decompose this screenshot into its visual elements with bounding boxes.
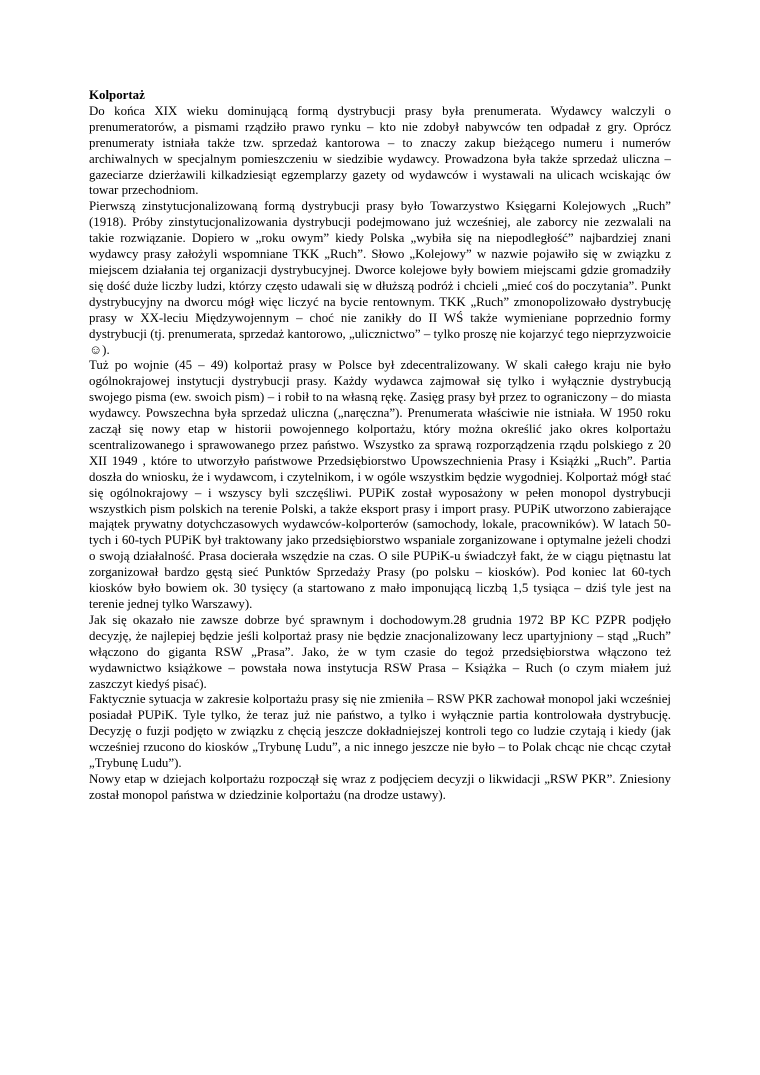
paragraph-rsw-prasa: Jak się okazało nie zawsze dobrze być sprawnym i dochodowym.28 grudnia 1972 BP KC PZPR podjęło decyzję, że najlepiej będzie jeśli kolportaż prasy nie będzie znacjonalizowany lecz upartyjniony – stąd „Ruch” włączono do giganta RSW „Prasa”. Jako, że w tym czasie do tegoż przedsiębiorstwa włączono też wydawnictwo książkowe – powstała nowa instytucja RSW Prasa – Książka – Ruch (o czym miałem już zaszczyt kiedyś pisać). — [89, 612, 671, 691]
paragraph-prenumerata: Do końca XIX wieku dominującą formą dystrybucji prasy była prenumerata. Wydawcy walczyli o prenumeratorów, a pismami rządziło prawo rynku – kto nie zdobył nabywców ten odpadał z gry. Oprócz prenumeraty istniała także tzw. sprzedaż kantorowa – to znaczy zakup bieżącego numeru i numerów archiwalnych w specjalnym pomieszczeniu w siedzibie wydawcy. Prowadzona była także sprzedaż uliczna – gazeciarze dzierżawili kilkadziesiąt egzemplarzy gazety od wydawców i wystawali na ulicach wciskając ów towar przechodniom. — [89, 103, 671, 198]
document-page — [89, 88, 671, 804]
paragraph-likwidacja: Nowy etap w dziejach kolportażu rozpoczął się wraz z podjęciem decyzji o likwidacji „RSW PKR”. Zniesiony został monopol państwa w dziedzinie kolportażu (na drodze ustawy). — [89, 771, 671, 802]
document-title: Kolportaż — [89, 88, 145, 102]
paragraph-tkk-ruch: Pierwszą zinstytucjonalizowaną formą dystrybucji prasy było Towarzystwo Księgarni Kolejowych „Ruch” (1918). Próby zinstytucjonalizowania dystrybucji podejmowano już wcześniej, ale zaborcy nie zezwalali na takie rozwiązanie. Dopiero w „roku owym” kiedy Polska „wybiła się na niepodległość” najbardziej znani wydawcy prasy założyli wspomniane TKK „Ruch”. Słowo „Kolejowy” w nazwie pojawiło się w związku z miejscem działania tej organizacji dystrybucyjnej. Dworce kolejowe były bowiem miejscami gdzie gromadziły się dość duże liczby ludzi, którzy często udawali się w dłuższą podróż i chcieli „mieć coś do poczytania”. Punkt dystrybucyjny na dworcu mógł więc liczyć na bycie rentownym. TKK „Ruch” zmonopolizowało dystrybucję prasy w XX-leciu Międzywojennym – choć nie zanikły do II WŚ także wymieniane poprzednio formy dystrybucji (tj. prenumerata, sprzedaż kantorowo, „ulicznictwo” – tylko proszę nie kojarzyć tego nieprzyzwoicie ☺). — [89, 199, 671, 357]
paragraph-rsw-pkr-monopol: Faktycznie sytuacja w zakresie kolportażu prasy się nie zmieniła – RSW PKR zachował monopol jaki wcześniej posiadał PUPiK. Tyle tylko, że teraz już nie państwo, a tylko i wyłącznie partia kontrolowała dystrybucję. Decyzję o fuzji podjęto w związku z chęcią jeszcze dokładniejszej kontroli tego co ludzie czytają i kiedy (jak wcześniej rzucono do kiosków „Trybunę Ludu”, a nic innego jeszcze nie było – to Polak chcąc nie chcąc czytał „Trybunę Ludu”). — [89, 692, 671, 771]
paragraph-pupik: Tuż po wojnie (45 – 49) kolportaż prasy w Polsce był zdecentralizowany. W skali całego kraju nie było ogólnokrajowej instytucji dystrybucji prasy. Każdy wydawca zajmował się tylko i wyłącznie dystrybucją swojego pisma (ew. swoich pism) – i robił to na własną rękę. Zasięg prasy był przez to ograniczony – do miasta wydawcy. Powszechna była sprzedaż uliczna („naręczna”). Prenumerata właściwie nie istniała. W 1950 roku zaczął się nowy etap w historii powojennego kolportażu, który można określić jako okres kolportażu scentralizowanego i sprawowanego przez państwo. Wszystko za sprawą rozporządzenia rządu polskiego z 20 XII 1949 , które to utworzyło państwowe Przedsiębiorstwo Upowszechnienia Prasy i Książki „Ruch”. Partia doszła do wniosku, że i wydawcom, i czytelnikom, i w ogóle wszystkim będzie wygodniej. Kolportaż mógł stać się ogólnokrajowy – i wszyscy byli szczęśliwi. PUPiK został wyposażony w pełen monopol dystrybucji wszystkich pism polskich na terenie Polski, a także eksport prasy i import prasy. PUPiK utworzono zabierające majątek prywatny dotychczasowych wydawców-kolporterów (samochody, lokale, pracowników). W latach 50-tych i 60-tych PUPiK był traktowany jako przedsiębiorstwo wspaniale zorganizowane i optymalne jeżeli chodzi o swoją działalność. Prasa docierała wszędzie na czas. O sile PUPiK-u świadczył fakt, że w ciągu piętnastu lat zorganizował bardzo gęstą sieć Punktów Sprzedaży Prasy (po polsku – kiosków). Pod koniec lat 60-tych kiosków było bowiem ok. 30 tysięcy (a startowano z mało imponującą liczbą 1,5 tysiąca – dziś tyle jest na terenie jednej tylko Warszawy). — [89, 358, 671, 611]
